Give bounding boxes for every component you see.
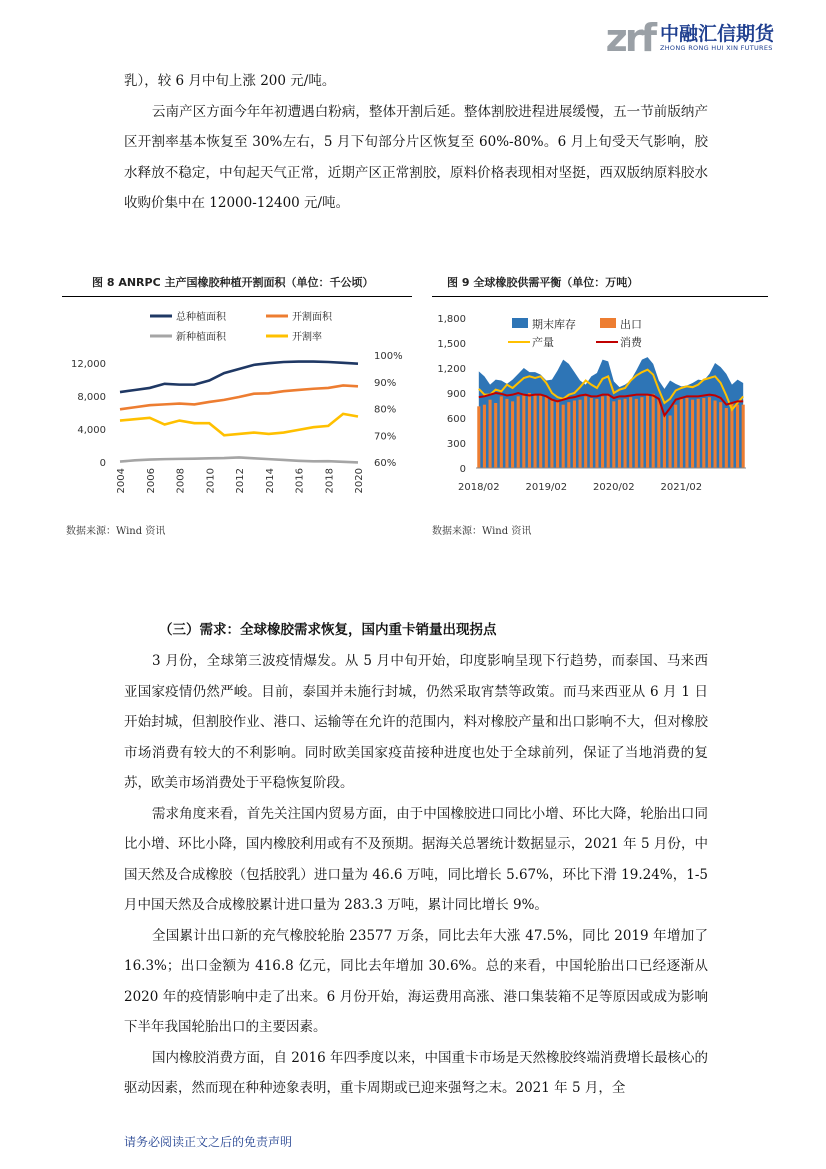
section-heading: （三）需求：全球橡胶需求恢复，国内重卡销量出现拐点 bbox=[159, 622, 497, 638]
bar-export bbox=[618, 400, 621, 468]
bar-export bbox=[511, 401, 514, 468]
bar-export bbox=[539, 395, 542, 468]
y-tick-label-left: 0 bbox=[99, 458, 106, 469]
y-tick-label-right: 60% bbox=[374, 458, 397, 469]
top-text-block bbox=[124, 66, 708, 219]
bar-export bbox=[505, 399, 508, 468]
x-tick-label: 2020 bbox=[354, 468, 365, 494]
bar-export bbox=[680, 399, 683, 468]
bottom-text-block bbox=[124, 646, 708, 1104]
paragraph: 全国累计出口新的充气橡胶轮胎 23577 万条，同比去年大涨 47.5%，同比 2019 年增加了 16.3%；出口金额为 416.8 亿元，同比去年增加 30.6%。总的来看，中国轮胎出口已经逐渐从 2020 年的疫情影响中走了出来。6 月份开始，海运费用高涨、港口集装箱不足等原因或成为影响下半年我国轮胎出口的主要因素。 bbox=[124, 927, 708, 1035]
x-tick-label: 2018 bbox=[324, 468, 336, 494]
figure9-title: 图 9 全球橡胶供需平衡（单位：万吨） bbox=[447, 276, 639, 289]
bar-export bbox=[601, 396, 604, 468]
y-tick-label: 300 bbox=[446, 439, 466, 450]
bar-export bbox=[550, 400, 553, 468]
bar-export bbox=[669, 416, 672, 469]
y-tick-label-right: 90% bbox=[374, 377, 397, 389]
y-tick-label: 900 bbox=[446, 389, 466, 400]
bar-export bbox=[702, 398, 705, 468]
bar-export bbox=[590, 398, 593, 468]
bar-export bbox=[697, 399, 700, 468]
bar-export bbox=[494, 403, 497, 468]
y-tick-label: 0 bbox=[459, 464, 466, 475]
paragraph: 需求角度来看，首先关注国内贸易方面，由于中国橡胶进口同比小增、环比大降，轮胎出口同比小增、环比小降，国内橡胶利用或有不及预期。据海关总署统计数据显示，2021 年 5 月份，中国天然及合成橡胶（包括胶乳）进口量为 46.6 万吨，同比增长 5.67%，环比下滑 19.24%，1-5 月中国天然及合成橡胶累计进口量为 283.3 万吨，累计同比增长 9%。 bbox=[124, 805, 708, 913]
bar-export bbox=[708, 397, 711, 468]
bar-export bbox=[725, 408, 728, 468]
x-tick-label: 2008 bbox=[175, 468, 187, 494]
bar-export bbox=[528, 393, 531, 468]
bar-export bbox=[714, 401, 717, 469]
company-logo bbox=[606, 18, 774, 58]
x-tick-label: 2016 bbox=[294, 468, 306, 494]
logo-mark: zrf bbox=[605, 16, 654, 60]
y-tick-label-left: 12,000 bbox=[71, 359, 106, 371]
bar-export bbox=[573, 401, 576, 469]
bar-export bbox=[522, 396, 525, 469]
bar-export bbox=[736, 405, 739, 468]
bar-export bbox=[629, 397, 632, 468]
bar-export bbox=[579, 400, 582, 468]
series-line bbox=[120, 414, 358, 435]
bar-export bbox=[685, 398, 688, 468]
series-line bbox=[120, 457, 358, 462]
bar-export bbox=[657, 400, 660, 468]
bar-export bbox=[545, 397, 548, 468]
bar-export bbox=[640, 397, 643, 468]
company-name-en: ZHONG RONG HUI XIN FUTURES bbox=[659, 44, 773, 52]
figure8-divider bbox=[62, 296, 412, 297]
bar-export bbox=[500, 396, 503, 468]
figure9-source: 数据来源：Wind 资讯 bbox=[432, 526, 532, 537]
chart-anrpc-area bbox=[58, 300, 418, 515]
x-tick-label: 2010 bbox=[205, 468, 217, 494]
legend-label: 出口 bbox=[620, 318, 642, 331]
paragraph: 国内橡胶消费方面，自 2016 年四季度以来，中国重卡市场是天然橡胶终端消费增长最核心的驱动因素，然而现在种种迹象表明，重卡周期或已迎来强弩之末。2021 年 5 月，全 bbox=[124, 1049, 708, 1096]
y-tick-label: 600 bbox=[446, 414, 466, 425]
bar-export bbox=[595, 399, 598, 468]
y-tick-label-left: 8,000 bbox=[77, 392, 106, 404]
bar-export bbox=[691, 400, 694, 468]
legend-label: 开割面积 bbox=[292, 312, 332, 323]
bar-export bbox=[534, 395, 537, 468]
x-tick-label: 2012 bbox=[235, 468, 246, 494]
paragraph: 乳），较 6 月中旬上涨 200 元/吨。 bbox=[124, 73, 336, 89]
paragraph: 云南产区方面今年年初遭遇白粉病，整体开割后延。整体割胶进程进展缓慢，五一节前版纳产区开割率基本恢复至 30%左右，5 月下旬部分片区恢复至 60%-80%。6 月上旬受天气影响，胶水释放不稳定，中旬起天气正常，近期产区正常割胶，原料价格表现相对坚挺，西双版纳原料胶水收购价集中在 12000-12400 元/吨。 bbox=[124, 103, 708, 211]
x-tick-label: 2004 bbox=[116, 468, 127, 494]
y-tick-label-left: 4,000 bbox=[77, 425, 106, 437]
bar-export bbox=[489, 400, 492, 468]
bar-export bbox=[584, 396, 587, 468]
bar-export bbox=[742, 405, 745, 468]
paragraph: 3 月份，全球第三波疫情爆发。从 5 月中旬开始，印度影响呈现下行趋势，而泰国、马来西亚国家疫情仍然严峻。目前，泰国并未施行封城，仍然采取宵禁等政策。而马来西亚从 6 月 1 日开始封城，但割胶作业、港口、运输等在允许的范围内，料对橡胶产量和出口影响不大，但对橡胶市场消费有较大的不利影响。同时欧美国家疫苗接种进度也处于全球前列，保证了当地消费的复苏，欧美市场消费处于平稳恢复阶段。 bbox=[124, 653, 708, 791]
bar-export bbox=[517, 396, 520, 468]
chart-supply-demand bbox=[428, 300, 768, 515]
bar-export bbox=[719, 402, 722, 468]
x-tick-label: 2020/02 bbox=[593, 482, 635, 493]
figure8-title: 图 8 ANRPC 主产国橡胶种植开割面积（单位：千公顷） bbox=[92, 276, 374, 289]
bar-export bbox=[477, 406, 480, 468]
figure8-source: 数据来源：Wind 资讯 bbox=[66, 526, 166, 537]
bar-export bbox=[646, 396, 649, 469]
bar-export bbox=[483, 405, 486, 468]
x-tick-label: 2021/02 bbox=[660, 482, 703, 493]
y-tick-label-right: 70% bbox=[374, 431, 397, 443]
bar-export bbox=[730, 403, 733, 468]
bar-export bbox=[663, 415, 666, 468]
x-tick-label: 2006 bbox=[145, 468, 157, 494]
legend-label: 新种植面积 bbox=[176, 332, 226, 343]
legend-label: 期末库存 bbox=[532, 318, 576, 331]
disclaimer-footer: 请务必阅读正文之后的免责声明 bbox=[124, 1135, 293, 1149]
bar-export bbox=[562, 405, 565, 468]
bar-export bbox=[652, 394, 655, 468]
bar-export bbox=[612, 401, 615, 468]
bar-export bbox=[674, 405, 677, 468]
y-tick-label: 1,200 bbox=[437, 364, 466, 375]
y-tick-label-right: 80% bbox=[374, 404, 397, 416]
legend-swatch bbox=[600, 318, 616, 328]
y-tick-label: 1,500 bbox=[437, 339, 466, 350]
bar-export bbox=[624, 399, 627, 468]
y-tick-label-right: 100% bbox=[374, 351, 403, 362]
legend-swatch bbox=[512, 318, 528, 328]
x-tick-label: 2018/02 bbox=[458, 482, 500, 493]
bar-export bbox=[556, 402, 559, 468]
x-tick-label: 2019/02 bbox=[525, 482, 568, 493]
x-tick-label: 2014 bbox=[264, 468, 276, 494]
legend-label: 消费 bbox=[620, 336, 642, 349]
legend-label: 开割率 bbox=[292, 332, 322, 343]
legend-label: 产量 bbox=[532, 336, 554, 349]
bar-export bbox=[635, 399, 638, 468]
legend-label: 总种植面积 bbox=[176, 312, 226, 323]
company-name-cn: 中融汇信期货 bbox=[659, 23, 774, 45]
bar-export bbox=[567, 402, 570, 468]
series-line bbox=[120, 385, 358, 409]
figure9-divider bbox=[432, 296, 768, 297]
y-tick-label: 1,800 bbox=[437, 314, 466, 325]
bar-export bbox=[607, 395, 610, 468]
